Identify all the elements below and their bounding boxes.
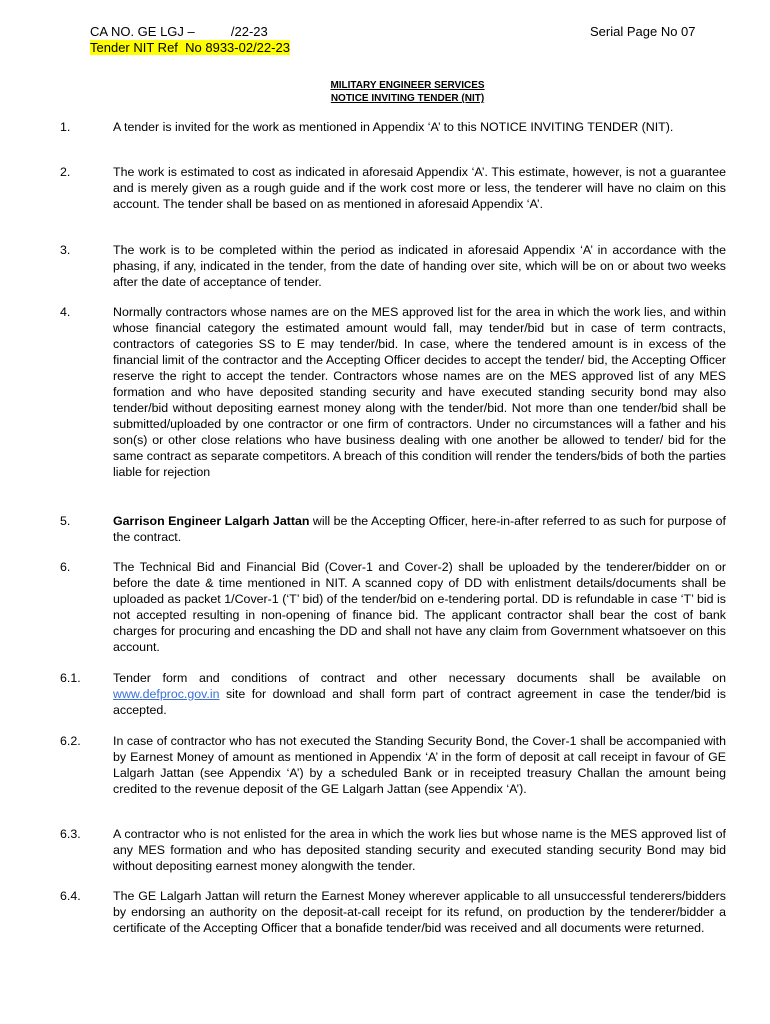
paragraph-number: 6. [60,560,71,574]
title-line-2: NOTICE INVITING TENDER (NIT) [330,93,485,104]
paragraph-number: 5. [60,514,71,528]
paragraph-5 [60,513,726,545]
paragraph-number: 6.2. [60,734,81,748]
ca-number: CA NO. GE LGJ – /22-23 [90,24,268,39]
paragraph-number: 6.4. [60,889,81,903]
paragraph-6-3 [60,826,726,874]
paragraph-text: Tender form and conditions of contract and other necessary documents shall be available on www.defproc.gov.in site for download and shall form part of contract agreement in case the tender/bid is accepted. [113,671,726,717]
header-reference [90,24,290,56]
paragraph-number: 1. [60,120,71,134]
paragraph-text: The GE Lalgarh Jattan will return the Earnest Money wherever applicable to all unsuccessful tenderers/bidders by endorsing an authority on the deposit-at-call receipt for its refund, on production by the tenderer/bidder a certificate of the Accepting Officer that a bonafide tender/bid was received and all documents were returned. [113,889,726,935]
title-line-1: MILITARY ENGINEER SERVICES [330,80,485,91]
paragraph-number: 4. [60,305,71,319]
paragraph-3 [60,242,726,290]
document-title [0,79,770,105]
paragraph-text: In case of contractor who has not executed the Standing Security Bond, the Cover-1 shall be accompanied with by Earnest Money of amount as mentioned in Appendix ‘A’ in the form of deposit at call receipt in favour of GE Lalgarh Jattan (see Appendix ‘A’) by a scheduled Bank or in receipted treasury Challan the amount being credited to the revenue deposit of the GE Lalgarh Jattan (see Appendix ‘A’). [113,734,726,796]
serial-page-number: Serial Page No 07 [590,24,696,39]
paragraph-text: Garrison Engineer Lalgarh Jattan will be the Accepting Officer, here-in-after referred to as such for purpose of the contract. [113,514,726,544]
paragraph-text: Normally contractors whose names are on the MES approved list for the area in which the work lies, and within whose financial category the estimated amount would fall, may tender/bid but in case of term contracts, contractors of categories SS to E may tender/bid. In case, where the tendered amount is in excess of the financial limit of the contractor and the Accepting Officer decides to accept the tender/ bid, the Accepting Officer reserve the right to accept the tender. Contractors whose names are on the MES approved list of any MES formation and who have deposited standing security and have executed standing security bond may also tender/bid without depositing earnest money along with the tender/bid. Not more than one tender/bid shall be submitted/uploaded by one contractor or one firm of contractors. Under no circumstances will a father and his son(s) or other close relations who have business dealing with one another be allowed to tender/ bid for the same contract as separate competitors. A breach of this condition will render the tenders/bids of both the parties liable for rejection [113,305,726,479]
paragraph-text: A contractor who is not enlisted for the area in which the work lies but whose name is the MES approved list of any MES formation and who has deposited standing security and executed standing security Bond may bid without depositing earnest money alongwith the tender. [113,827,726,873]
paragraph-text: The work is to be completed within the period as indicated in aforesaid Appendix ‘A’ in accordance with the phasing, if any, indicated in the tender, from the date of handing over site, which will be on or about two weeks after the date of acceptance of tender. [113,243,726,289]
paragraph-6-2 [60,733,726,797]
paragraph-6-4 [60,888,726,936]
paragraph-4 [60,304,726,480]
paragraph-number: 6.3. [60,827,81,841]
paragraph-number: 3. [60,243,71,257]
paragraph-6 [60,559,726,655]
paragraph-text: A tender is invited for the work as mentioned in Appendix ‘A’ to this NOTICE INVITING TENDER (NIT). [113,120,674,134]
paragraph-1 [60,119,726,135]
tender-nit-ref: Tender NIT Ref No 8933-02/22-23 [90,40,290,55]
defproc-link[interactable]: www.defproc.gov.in [113,687,220,701]
paragraph-2 [60,164,726,212]
paragraph-6-1 [60,670,726,718]
paragraph-text: The work is estimated to cost as indicated in aforesaid Appendix ‘A’. This estimate, however, is not a guarantee and is merely given as a rough guide and if the work cost more or less, the tenderer will have no claim on this account. The tender shall be based on as mentioned in aforesaid Appendix ‘A’. [113,165,726,211]
paragraph-number: 2. [60,165,71,179]
paragraph-text: The Technical Bid and Financial Bid (Cover-1 and Cover-2) shall be uploaded by the tenderer/bidder on or before the date & time mentioned in NIT. A scanned copy of DD with enlistment details/documents shall be uploaded as packet 1/Cover-1 (‘T’ bid) of the tender/bid on e-tendering portal. DD is refundable in case ‘T’ bid is not accepted resulting in non-opening of finance bid. The applicant contractor shall bear the cost of bank charges for procuring and encashing the DD and shall not have any claim from Government whatsoever on this account. [113,560,726,654]
accepting-officer-name: Garrison Engineer Lalgarh Jattan [113,514,310,528]
paragraph-number: 6.1. [60,671,81,685]
